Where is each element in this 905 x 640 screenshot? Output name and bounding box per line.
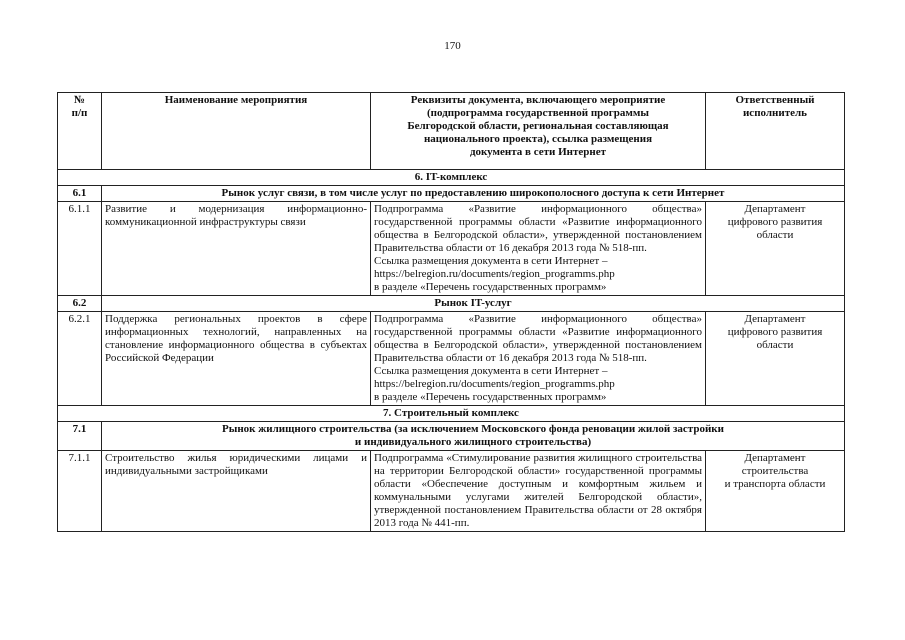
- table-row: [58, 451, 845, 532]
- section-row: [58, 170, 845, 186]
- row-num: 6.1.1: [58, 202, 102, 296]
- section-row: [58, 406, 845, 422]
- row-num: 6.2.1: [58, 312, 102, 406]
- row-name: Строительство жилья юридическими лицами и индивидуальными застройщиками: [102, 451, 371, 532]
- subsection-title: Рынок жилищного строительства (за исключением Московского фонда реновации жилой застройки и индивидуального жилищного строительства): [102, 422, 845, 451]
- doc-link[interactable]: https://belregion.ru/documents/region_programms.php: [374, 378, 615, 390]
- row-name: Развитие и модернизация информационно-коммуникационной инфраструктуры связи: [102, 202, 371, 296]
- row-responsible: Департамент цифрового развития области: [706, 202, 845, 296]
- table-row: [58, 312, 845, 406]
- header-num: № п/п: [58, 93, 102, 170]
- row-doc: Подпрограмма «Стимулирование развития жилищного строительства на территории Белгородской области» государственной программы области «Обеспечение доступным и комфортным жильем и коммунальными услугами жителей Белгородской области», утвержденной постановлением Правительства области от 28 октября 2013 года № 441-пп.: [371, 451, 706, 532]
- measures-table: [57, 92, 845, 532]
- table-row: [58, 202, 845, 296]
- subsection-row: [58, 296, 845, 312]
- subsection-num: 6.2: [58, 296, 102, 312]
- subsection-num: 6.1: [58, 186, 102, 202]
- subsection-title: Рынок IT-услуг: [102, 296, 845, 312]
- row-responsible: Департамент цифрового развития области: [706, 312, 845, 406]
- row-responsible: Департамент строительства и транспорта области: [706, 451, 845, 532]
- header-doc: Реквизиты документа, включающего мероприятие (подпрограмма государственной программы Белгородской области, региональная составляющая национального проекта), ссылка размещения документа в сети Интернет: [371, 93, 706, 170]
- row-num: 7.1.1: [58, 451, 102, 532]
- header-responsible: Ответственный исполнитель: [706, 93, 845, 170]
- subsection-title: Рынок услуг связи, в том числе услуг по предоставлению широкополосного доступа к сети Интернет: [102, 186, 845, 202]
- section-title: 6. IT-комплекс: [58, 170, 845, 186]
- page-number: 170: [444, 40, 461, 52]
- row-doc: Подпрограмма «Развитие информационного общества» государственной программы области «Развитие информационного общества в Белгородской области», утвержденной постановлением Правительства области от 16 декабря 2013 года № 518-пп. Ссылка размещения документа в сети Интернет – https://belregion.ru/documents/region_programms.php в разделе «Перечень государственных программ»: [371, 202, 706, 296]
- subsection-row: [58, 422, 845, 451]
- row-name: Поддержка региональных проектов в сфере информационных технологий, направленных на становление информационного общества в субъектах Российской Федерации: [102, 312, 371, 406]
- row-doc: Подпрограмма «Развитие информационного общества» государственной программы области «Развитие информационного общества в Белгородской области», утвержденной постановлением Правительства области от 16 декабря 2013 года № 518-пп. Ссылка размещения документа в сети Интернет – https://belregion.ru/documents/region_programms.php в разделе «Перечень государственных программ»: [371, 312, 706, 406]
- section-title: 7. Строительный комплекс: [58, 406, 845, 422]
- doc-link[interactable]: https://belregion.ru/documents/region_programms.php: [374, 268, 615, 280]
- header-name: Наименование мероприятия: [102, 93, 371, 170]
- table-header-row: [58, 93, 845, 170]
- subsection-row: [58, 186, 845, 202]
- subsection-num: 7.1: [58, 422, 102, 451]
